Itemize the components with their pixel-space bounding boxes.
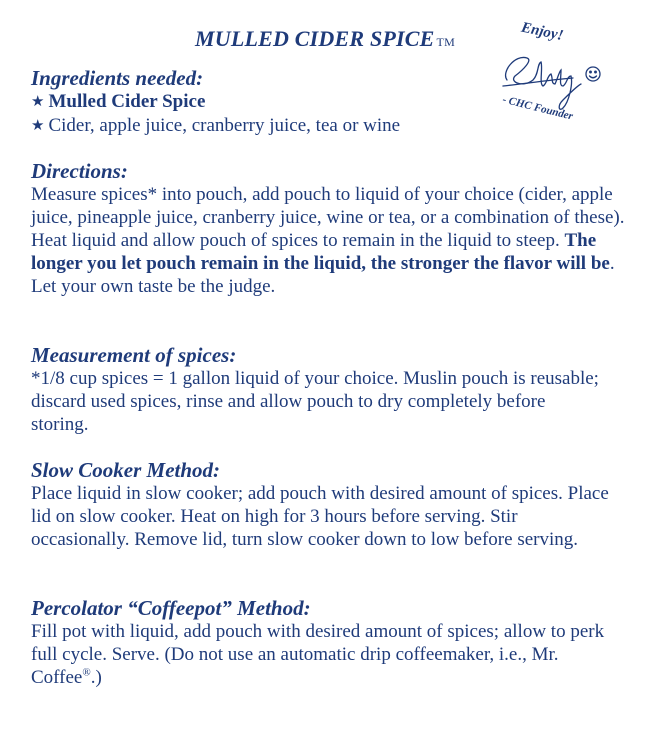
star-icon: ★ (31, 116, 45, 134)
page-title (195, 26, 455, 52)
measurement-heading: Measurement of spices: (31, 343, 237, 367)
percolator-text-end: .) (90, 667, 102, 688)
ingredients-heading: Ingredients needed: (31, 66, 204, 90)
percolator-heading: Percolator “Coffeepot” Method: (31, 596, 311, 620)
enjoy-text: Enjoy! (519, 19, 565, 45)
directions-text-start: Measure spices* into pouch, add pouch to liquid of your choice (cider, apple juice, pineapple juice, cranberry juice, wine or tea, or a combination of these). Heat liquid and allow pouch of spices to remain in the liquid to steep. (31, 184, 625, 251)
registered-mark: ® (82, 666, 91, 679)
ingredient-text: Cider, apple juice, cranberry juice, tea or wine (48, 115, 401, 136)
title-text: MULLED CIDER SPICE (195, 26, 435, 51)
slow-cooker-section (31, 458, 611, 551)
measurement-section (31, 343, 601, 436)
ingredient-text: Mulled Cider Spice (48, 91, 206, 112)
slow-cooker-heading: Slow Cooker Method: (31, 458, 221, 482)
trademark-mark: TM (436, 35, 455, 49)
directions-section (31, 159, 626, 298)
ingredients-section (31, 66, 631, 138)
directions-text-end: . Let your own taste be the judge. (31, 253, 615, 297)
percolator-text-main: Fill pot with liquid, add pouch with desired amount of spices; allow to perk full cycle. Serve. (Do not use an automatic drip coffeemaker, i.e., Mr. Coffee (31, 621, 605, 688)
directions-heading: Directions: (31, 159, 128, 183)
founder-text: - CHC Founder (501, 93, 575, 123)
directions-text (31, 183, 626, 298)
star-icon: ★ (31, 92, 45, 110)
measurement-text: *1/8 cup spices = 1 gallon liquid of your choice. Muslin pouch is reusable; discard used spices, rinse and allow pouch to dry completely before storing. (31, 368, 599, 435)
ingredient-item (31, 90, 631, 114)
ingredient-item (31, 114, 631, 138)
percolator-text (31, 620, 606, 689)
slow-cooker-text: Place liquid in slow cooker; add pouch with desired amount of spices. Place lid on slow cooker. Heat on high for 3 hours before serving. Stir occasionally. Remove lid, turn slow cooker down to low before serving. (31, 483, 609, 550)
percolator-section (31, 596, 606, 689)
directions-text-emphasis: The longer you let pouch remain in the liquid, the stronger the flavor will be (31, 230, 610, 274)
